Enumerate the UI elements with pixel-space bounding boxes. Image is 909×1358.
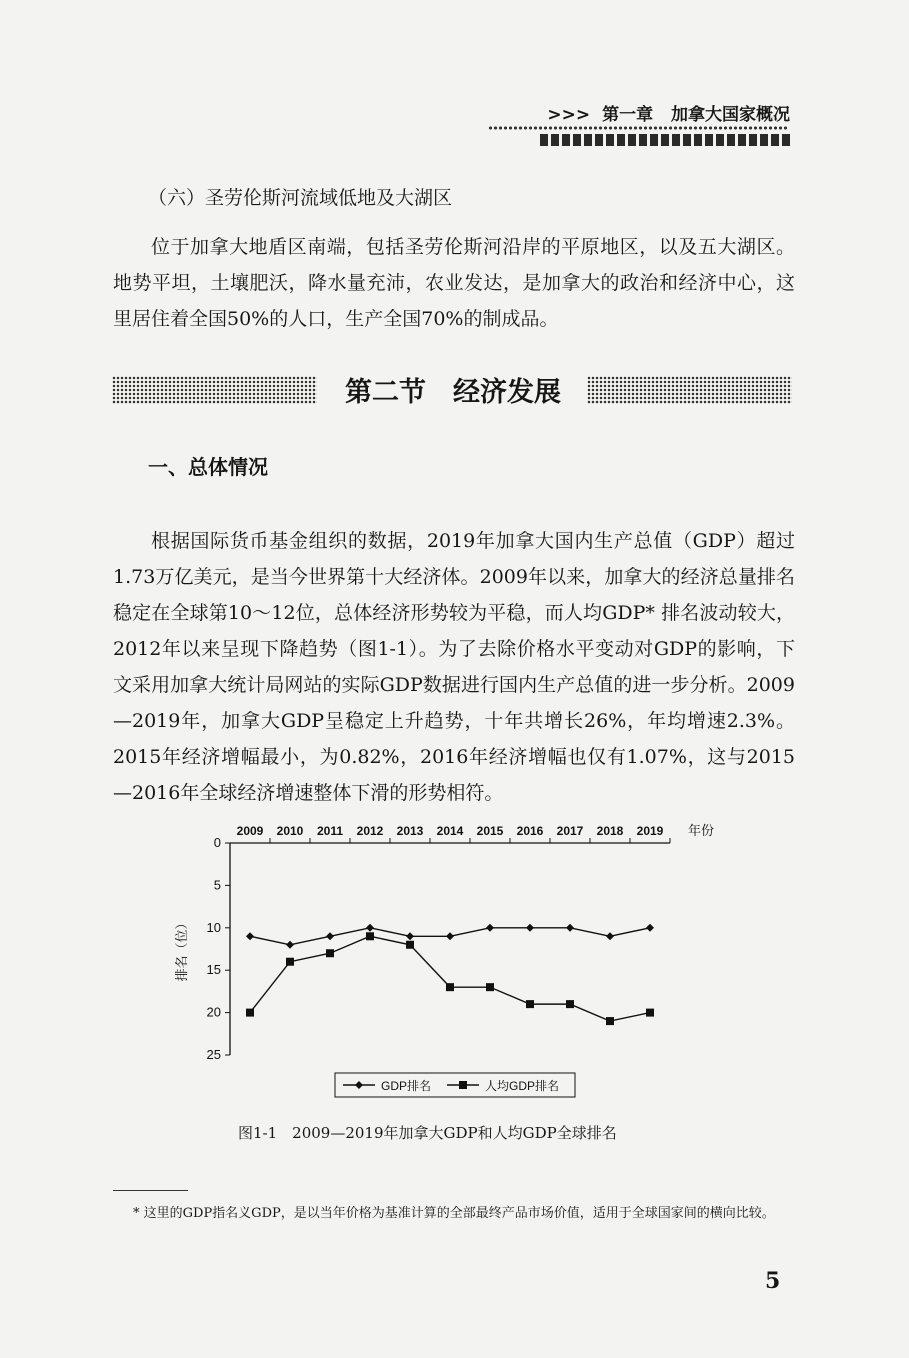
gdp-rank-point bbox=[486, 924, 494, 932]
y-tick-label: 5 bbox=[213, 877, 221, 893]
per-capita-rank-point bbox=[486, 983, 494, 991]
header-chapter: 第一章 bbox=[602, 105, 654, 125]
per-capita-rank-point bbox=[646, 1009, 654, 1017]
x-tick-label: 2009 bbox=[236, 824, 264, 838]
header-block-rule bbox=[540, 134, 790, 146]
footnote: * 这里的GDP指名义GDP，是以当年价格为基准计算的全部最终产品市场价值，适用于全球国家间的横向比较。 bbox=[133, 1206, 775, 1221]
gdp-rank-point bbox=[526, 924, 534, 932]
footnote-rule bbox=[113, 1190, 188, 1191]
x-tick-label: 2015 bbox=[476, 824, 504, 838]
gdp-rank-point bbox=[446, 932, 454, 940]
gdp-rank-point bbox=[406, 932, 414, 940]
section-six-paragraph: 位于加拿大地盾区南端，包括圣劳伦斯河沿岸的平原地区，以及五大湖区。地势平坦，土壤肥沃，降水量充沛，农业发达，是加拿大的政治和经济中心，这里居住着全国50%的人口，生产全国70%的制成品。 bbox=[113, 236, 795, 330]
y-tick-label: 10 bbox=[206, 919, 221, 935]
chapter-header bbox=[540, 100, 790, 125]
header-marker: >>> bbox=[547, 105, 591, 125]
x-tick-label: 2016 bbox=[516, 824, 544, 838]
legend-label-gdp: GDP排名 bbox=[381, 1079, 432, 1093]
gdp-rank-point bbox=[366, 924, 374, 932]
gdp-rank-point bbox=[566, 924, 574, 932]
legend-label-per-capita: 人均GDP排名 bbox=[485, 1079, 560, 1093]
x-tick-label: 2014 bbox=[436, 824, 464, 838]
per-capita-rank-point bbox=[526, 1000, 534, 1008]
per-capita-rank-point bbox=[326, 949, 334, 957]
x-tick-label: 2018 bbox=[596, 824, 624, 838]
gdp-rank-point bbox=[646, 924, 654, 932]
section-six-heading: （六）圣劳伦斯河流域低地及大湖区 bbox=[148, 187, 453, 209]
per-capita-rank-point bbox=[406, 941, 414, 949]
economy-paragraph: 根据国际货币基金组织的数据，2019年加拿大国内生产总值（GDP）超过1.73万亿美元，是当今世界第十大经济体。2009年以来，加拿大的经济总量排名稳定在全球第10～12位，总体经济形势较为平稳，而人均GDP* 排名波动较大，2012年以来呈现下降趋势（图1-1）。为了去除价格水平变动对GDP的影响，下文采用加拿大统计局网站的实际GDP数据进行国内生产总值的进一步分析。2009—2019年，加拿大GDP呈稳定上升趋势，十年共增长26%，年均增速2.3%。2015年经济增幅最小，为0.82%，2016年经济增幅也仅有1.07%，这与2015—2016年全球经济增速整体下滑的形势相符。 bbox=[113, 530, 795, 804]
gdp-rank-point bbox=[246, 932, 254, 940]
x-tick-label: 2017 bbox=[556, 824, 584, 838]
gdp-rank-point bbox=[606, 932, 614, 940]
header-dotted-rule bbox=[488, 126, 788, 130]
x-tick-label: 2010 bbox=[276, 824, 304, 838]
subsection-heading: 一、总体情况 bbox=[148, 455, 268, 479]
y-tick-label: 20 bbox=[206, 1004, 221, 1020]
y-tick-label: 25 bbox=[206, 1047, 221, 1062]
y-tick-label: 0 bbox=[213, 835, 221, 850]
x-tick-label: 2012 bbox=[356, 824, 384, 838]
page-number: 5 bbox=[765, 1268, 781, 1294]
banner-dots-right bbox=[587, 376, 792, 404]
ranking-chart bbox=[174, 815, 715, 1105]
banner-dots-left bbox=[112, 376, 317, 404]
series-line-2 bbox=[250, 936, 650, 1021]
x-tick-label: 2019 bbox=[636, 824, 664, 838]
figure-caption: 图1-1 2009—2019年加拿大GDP和人均GDP全球排名 bbox=[238, 1124, 617, 1142]
section-title: 第二节 经济发展 bbox=[345, 377, 561, 408]
y-axis-label: 排名（位） bbox=[174, 916, 189, 982]
per-capita-rank-point bbox=[606, 1017, 614, 1025]
legend-marker-gdp bbox=[355, 1081, 363, 1089]
header-title: 加拿大国家概况 bbox=[671, 105, 790, 125]
section-banner bbox=[112, 370, 792, 410]
gdp-rank-point bbox=[326, 932, 334, 940]
x-tick-label: 2013 bbox=[396, 824, 424, 838]
per-capita-rank-point bbox=[246, 1009, 254, 1017]
legend-marker-per-capita bbox=[459, 1081, 467, 1089]
per-capita-rank-point bbox=[566, 1000, 574, 1008]
x-tick-label: 2011 bbox=[316, 824, 344, 838]
gdp-rank-point bbox=[286, 941, 294, 949]
x-axis-label: 年份 bbox=[688, 823, 715, 838]
per-capita-rank-point bbox=[286, 958, 294, 966]
per-capita-rank-point bbox=[446, 983, 454, 991]
per-capita-rank-point bbox=[366, 932, 374, 940]
y-tick-label: 15 bbox=[206, 962, 221, 978]
